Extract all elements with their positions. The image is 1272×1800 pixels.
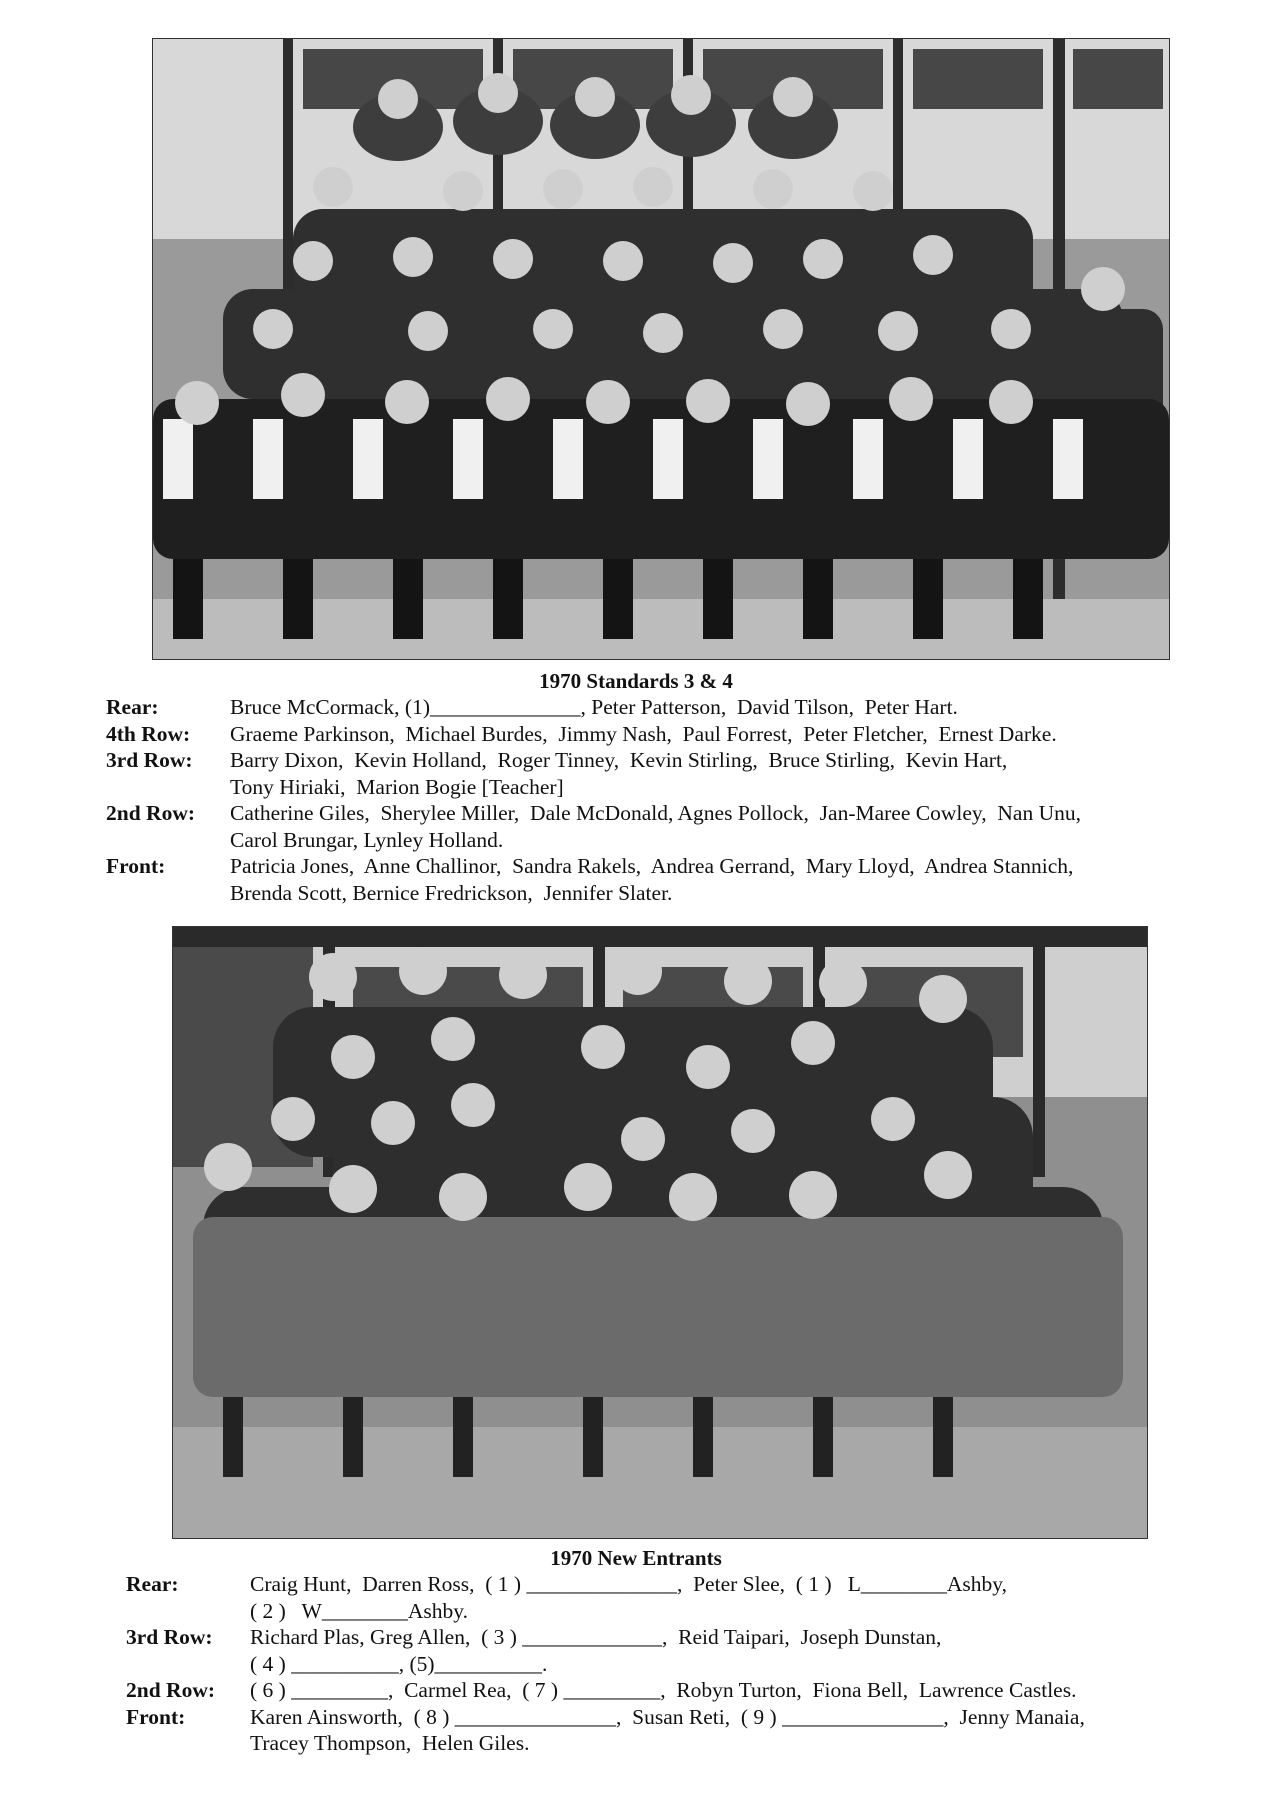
row-label: Rear:	[126, 1572, 179, 1596]
row-label: Front:	[126, 1704, 186, 1729]
row-names: Richard Plas, Greg Allen, ( 3 ) _____________, Reid Taipari, Joseph Dunstan, ( 4 ) __________, (5)__________.	[250, 1625, 942, 1676]
section-title-standards: 1970 Standards 3 & 4	[539, 669, 733, 693]
names-row-rear	[126, 1571, 1266, 1624]
names-row-3rd	[106, 747, 1266, 800]
row-names: Karen Ainsworth, ( 8 ) _______________, Susan Reti, ( 9 ) _______________, Jenny Manaia, Tracey Thompson, Helen Giles.	[250, 1704, 1085, 1755]
class-photo-new-entrants	[172, 926, 1148, 1539]
row-label: 3rd Row:	[126, 1625, 213, 1649]
names-row-front	[126, 1704, 1266, 1757]
row-label: 2nd Row:	[106, 801, 196, 825]
row-label: 3rd Row:	[106, 748, 193, 772]
row-names: Barry Dixon, Kevin Holland, Roger Tinney, Kevin Stirling, Bruce Stirling, Kevin Hart, Tony Hiriaki, Marion Bogie [Teacher]	[230, 748, 1008, 799]
names-list-new-entrants	[126, 1571, 1266, 1757]
names-row-4th	[106, 721, 1266, 748]
row-names: Craig Hunt, Darren Ross, ( 1 ) ______________, Peter Slee, ( 1 ) L________Ashby, ( 2 ) W________Ashby.	[250, 1572, 1007, 1623]
names-row-front	[106, 853, 1266, 906]
row-names: Graeme Parkinson, Michael Burdes, Jimmy Nash, Paul Forrest, Peter Fletcher, Ernest Darke.	[230, 721, 1057, 746]
class-photo-standards	[152, 38, 1170, 660]
names-row-rear	[106, 694, 1266, 721]
row-names: Patricia Jones, Anne Challinor, Sandra Rakels, Andrea Gerrand, Mary Lloyd, Andrea Stannich, Brenda Scott, Bernice Fredrickson, Jennifer Slater.	[230, 854, 1074, 905]
names-list-standards	[106, 694, 1266, 906]
section-title-new-entrants: 1970 New Entrants	[550, 1546, 722, 1570]
row-names: ( 6 ) _________, Carmel Rea, ( 7 ) _________, Robyn Turton, Fiona Bell, Lawrence Castles.	[250, 1678, 1077, 1702]
names-row-2nd	[106, 800, 1266, 853]
row-names: Bruce McCormack, (1)______________, Peter Patterson, David Tilson, Peter Hart.	[230, 695, 958, 719]
names-row-2nd	[126, 1677, 1266, 1704]
names-row-3rd	[126, 1624, 1266, 1677]
row-names: Catherine Giles, Sherylee Miller, Dale McDonald, Agnes Pollock, Jan-Maree Cowley, Nan Unu, Carol Brungar, Lynley Holland.	[230, 801, 1081, 852]
row-label: Rear:	[106, 695, 159, 719]
row-label: Front:	[106, 854, 166, 878]
row-label: 4th Row:	[106, 721, 191, 746]
row-label: 2nd Row:	[126, 1678, 216, 1702]
